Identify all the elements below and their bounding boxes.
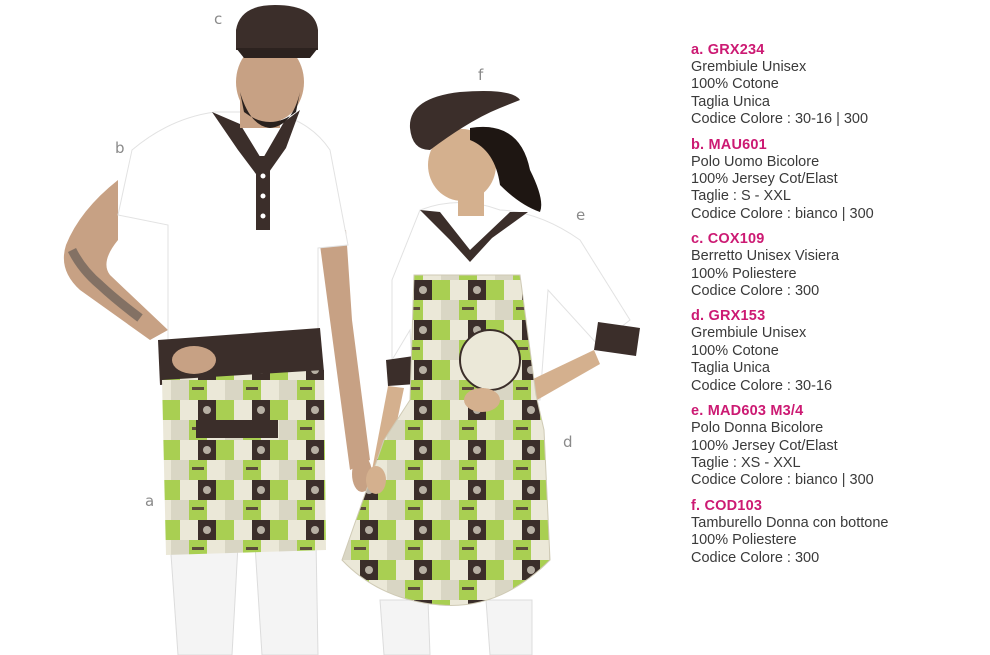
spec-code: b. MAU601 [691,136,767,153]
spec-line: Grembiule Unisex [691,59,807,75]
spec-line: Taglie : XS - XXL [691,454,801,471]
woman-figure [342,91,640,655]
spec-line: 100% Cotone [691,342,779,359]
spec-code: f. COD103 [691,497,763,514]
callout-b: b [115,139,125,157]
spec-line: Taglia Unica [691,360,770,377]
callout-c: c [214,10,223,28]
callout-f: f [478,66,484,84]
spec-line: Berretto Unisex Visiera [691,248,840,265]
spec-item-e [691,403,981,490]
spec-line: Codice Colore : 30-16 | 300 [691,111,869,128]
spec-item-b [691,137,981,224]
spec-code: c. COX109 [691,231,765,248]
spec-line: 100% Poliestere [691,265,797,282]
callout-a: a [145,492,155,510]
spec-line: Codice Colore : bianco | 300 [691,205,874,222]
spec-line: 100% Jersey Cot/Elast [691,437,838,454]
spec-line: Tamburello Donna con bottone [691,514,889,531]
man-figure [64,5,372,655]
spec-line: Polo Donna Bicolore [691,420,824,437]
spec-line: Grembiule Unisex [691,325,807,342]
callout-d: d [563,433,573,451]
spec-line: Polo Uomo Bicolore [691,153,820,170]
spec-line: Taglie : S - XXL [691,188,791,205]
spec-line: Codice Colore : 300 [691,549,820,566]
spec-line: Codice Colore : bianco | 300 [691,472,874,489]
spec-line: Taglia Unica [691,93,770,110]
spec-line: 100% Cotone [691,76,779,93]
product-spec-list [691,42,981,575]
spec-item-c [691,231,981,300]
spec-code: a. GRX234 [691,42,765,58]
spec-item-a [691,42,981,129]
spec-line: 100% Jersey Cot/Elast [691,171,838,188]
spec-line: Codice Colore : 30-16 [691,377,833,394]
spec-item-f [691,498,981,567]
spec-code: e. MAD603 M3/4 [691,403,804,420]
spec-line: 100% Poliestere [691,532,797,549]
spec-line: Codice Colore : 300 [691,283,820,300]
spec-item-d [691,308,981,395]
callout-e: e [576,206,586,224]
spec-code: d. GRX153 [691,308,766,325]
